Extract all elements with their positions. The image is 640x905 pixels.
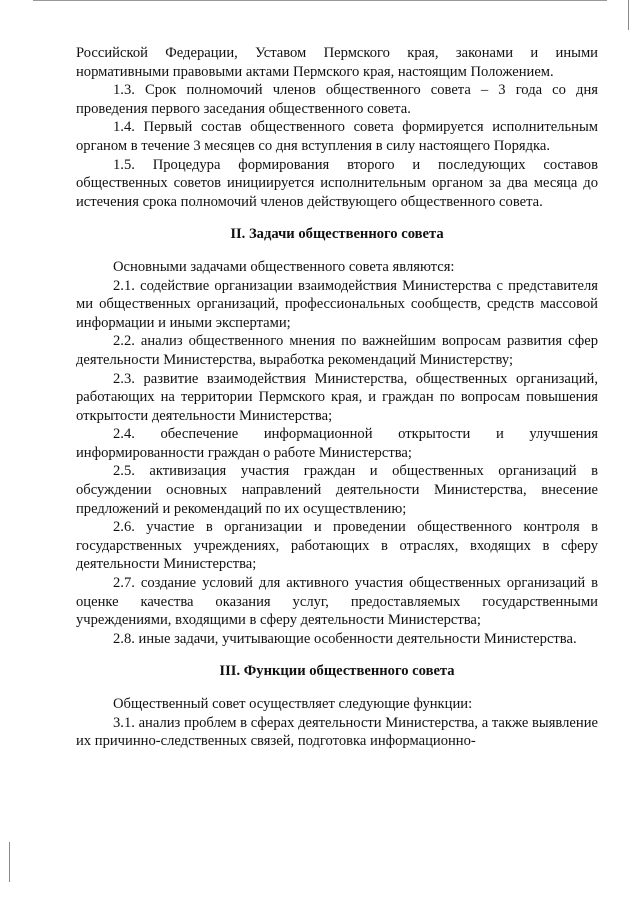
task-item-2-6: 2.6. участие в организации и проведении общественного контроля в государственных учреждениях, работающих в отраслях, входящих в сферу деятельности Министерства; [76, 519, 598, 573]
paragraph-1-3: 1.3. Срок полномочий членов общественного совета – 3 года со дня проведения первого заседания общественного совета. [76, 82, 598, 117]
scan-edge-mark [628, 0, 629, 30]
scan-edge-mark [9, 842, 10, 882]
paragraph-continuation: Российской Федерации, Уставом Пермского края, законами и иными нормативными правовыми актами Пермского края, настоящим Положением. [76, 45, 598, 80]
paragraph-1-4: 1.4. Первый состав общественного совета формируется исполнительным органом в течение 3 месяцев со дня вступления в силу настоящего Порядка. [76, 119, 598, 154]
section-3-heading: III. Функции общественного совета [219, 663, 455, 680]
paragraph-1-5: 1.5. Процедура формирования второго и последующих составов общественных советов инициируется исполнительным органом за два месяца до истечения срока полномочий членов действующего общественного совета. [76, 156, 598, 210]
task-item-2-8: 2.8. иные задачи, учитывающие особенности деятельности Министерства. [113, 630, 577, 647]
task-item-2-5: 2.5. активизация участия граждан и общественных организаций в обсуждении основных направлений деятельности Министерства, внесение предложений и рекомендаций по их осуществлению; [76, 463, 598, 517]
section-2-heading: II. Задачи общественного совета [230, 226, 444, 243]
document-page [76, 44, 598, 751]
section-3-intro: Общественный совет осуществляет следующие функции: [113, 696, 473, 712]
function-item-3-1: 3.1. анализ проблем в сферах деятельности Министерства, а также выявление их причинно-следственных связей, подготовка информационно- [76, 714, 598, 750]
section-2-intro: Основными задачами общественного совета являются: [113, 258, 455, 275]
task-item-2-4: 2.4. обеспечение информационной открытости и улучшения информированности граждан о работе Министерства; [76, 426, 598, 461]
task-item-2-2: 2.2. анализ общественного мнения по важнейшим вопросам развития сфер деятельности Министерства, выработка рекомендаций Министерству; [76, 333, 598, 368]
task-item-2-7: 2.7. создание условий для активного участия общественных организаций в оценке качества оказания услуг, предоставляемых государственными учреждениями, входящими в сферу деятельности Министерства; [76, 575, 598, 629]
scan-edge-line [33, 0, 607, 1]
task-item-2-1: 2.1. содействие организации взаимодействия Министерства с представителя ми общественных организаций, профессиональных сообществ, средств массовой информации и иными экспертами; [76, 277, 598, 331]
task-item-2-3: 2.3. развитие взаимодействия Министерства, общественных организаций, работающих на территории Пермского края, и граждан по вопросам повышения открытости деятельности Министерства; [76, 370, 598, 424]
